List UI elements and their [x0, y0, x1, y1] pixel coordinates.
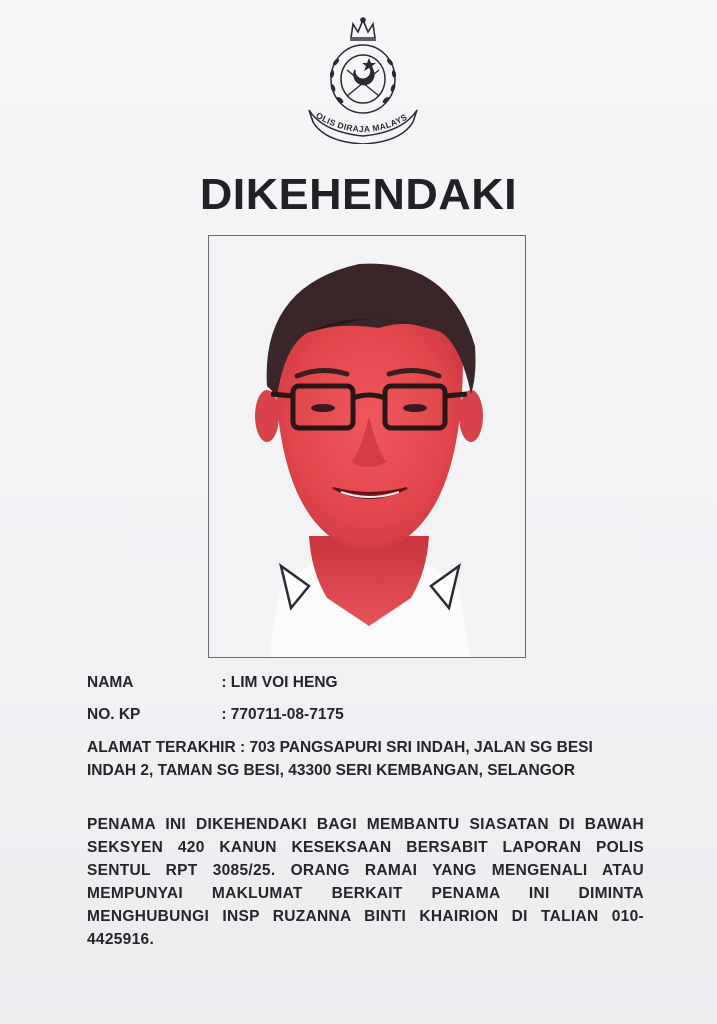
police-crest-logo: [303, 14, 423, 144]
field-name: [87, 674, 338, 692]
notice-description: PENAMA INI DIKEHENDAKI BAGI MEMBANTU SIASATAN DI BAWAH SEKSYEN 420 KANUN KESEKSAAN BERSABIT LAPORAN POLIS SENTUL RPT 3085/25. ORANG RAMAI YANG MENGENALI ATAU MEMPUNYAI MAKLUMAT BERKAIT PENAMA INI DIMINTA MENGHUBUNGI INSP RUZANNA BINTI KHAIRION DI TALIAN 010-4425916.: [87, 816, 644, 948]
field-ic-value: : 770711-08-7175: [221, 706, 344, 723]
address-line-2: INDAH 2, TAMAN SG BESI, 43300 SERI KEMBANGAN, SELANGOR: [87, 762, 576, 779]
svg-text:POLIS DIRAJA MALAYSIA: OLIS DIRAJA MALAYS: [314, 110, 409, 135]
field-name-label: NAMA: [87, 674, 134, 691]
field-name-value: : LIM VOI HENG: [221, 674, 338, 691]
subject-photo: [208, 235, 526, 658]
address-line-1: ALAMAT TERAKHIR : 703 PANGSAPURI SRI INDAH, JALAN SG BESI: [87, 739, 593, 756]
poster-title: DIKEHENDAKI: [199, 170, 518, 219]
field-ic-number: [87, 706, 344, 724]
last-address: [87, 736, 657, 782]
field-ic-label: NO. KP: [87, 706, 141, 723]
